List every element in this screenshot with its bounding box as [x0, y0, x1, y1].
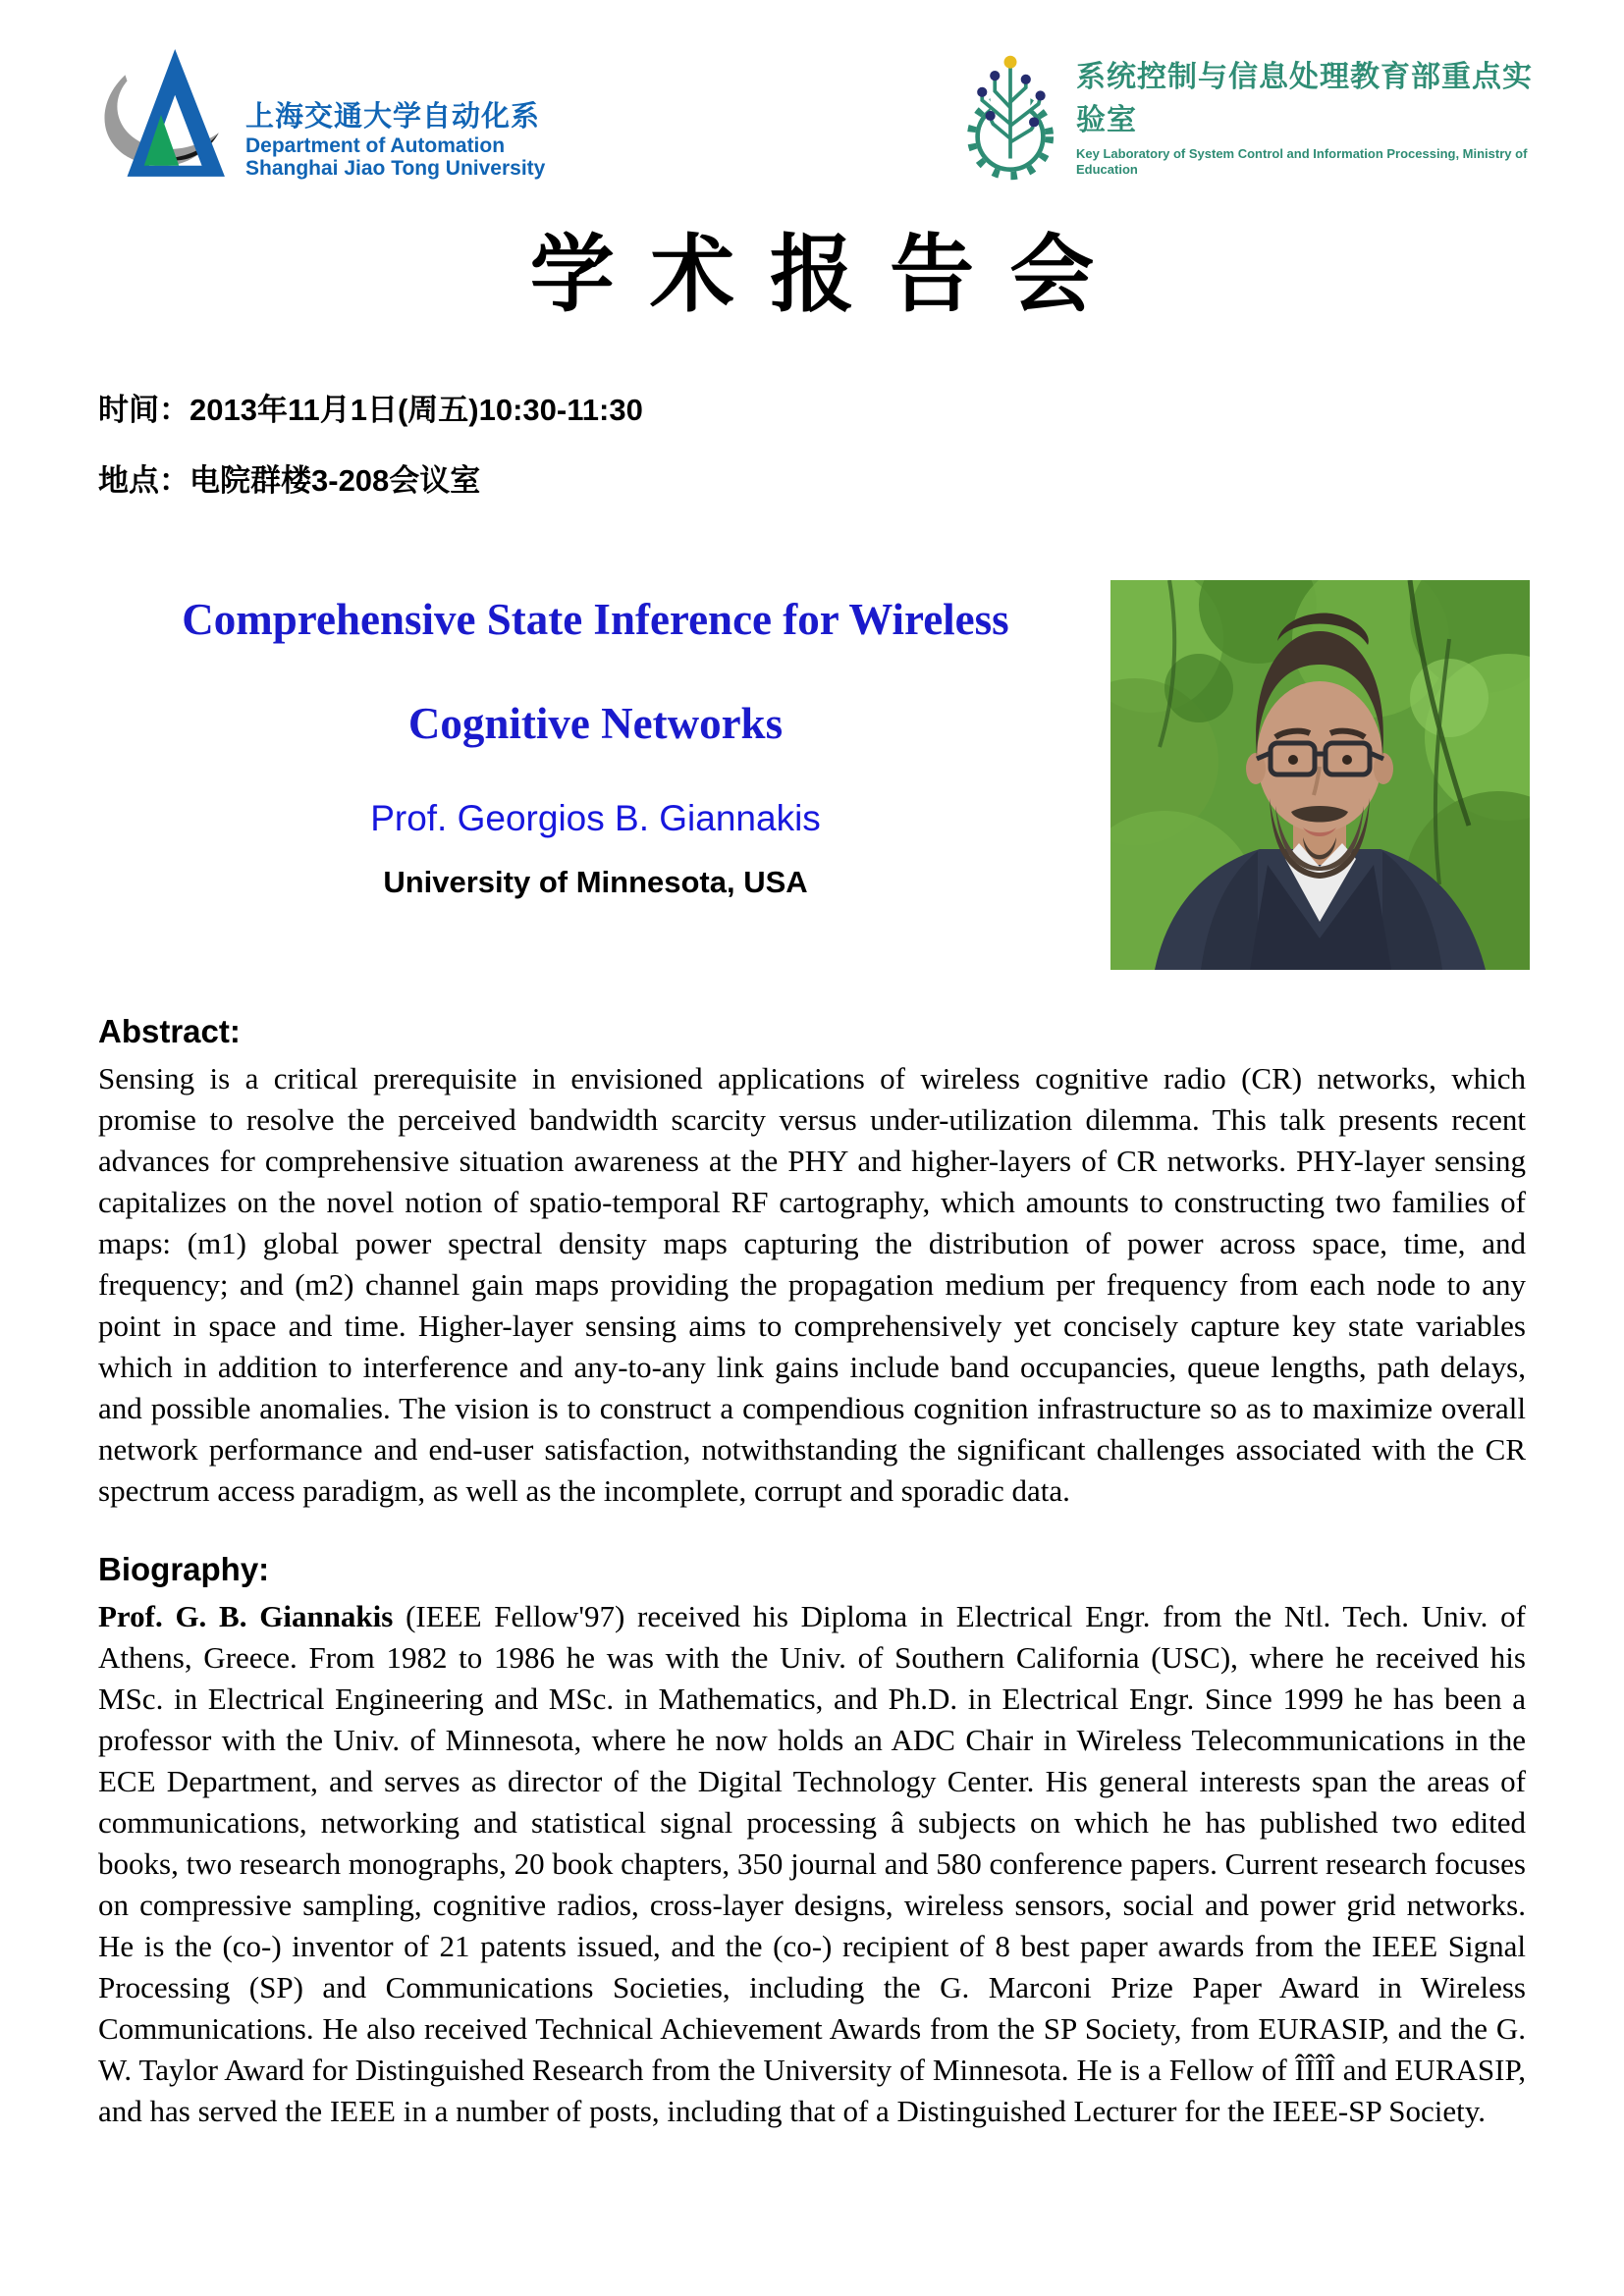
biography-text — [98, 1596, 1526, 2132]
key-lab-logo — [960, 47, 1538, 183]
talk-header — [98, 580, 1530, 970]
banner-title: 学术报告会 — [529, 225, 1130, 324]
speaker-name: Prof. Georgios B. Giannakis — [370, 798, 821, 838]
speaker-affiliation: University of Minnesota, USA — [383, 865, 808, 899]
sjtu-automation-logo — [90, 45, 545, 185]
key-lab-title-cn: 系统控制与信息处理教育部重点实验室 — [1076, 61, 1533, 137]
biography-rest: (IEEE Fellow'97) received his Diploma in Electrical Engr. from the Ntl. Tech. Univ. of Athens, Greece. From 1982 to 1986 he was with the Univ. of Southern California (USC), where he received his MSc. in Electrical Engineering and MSc. in Mathematics, and Ph.D. in Electrical Engr. Since 1999 he has been a professor with the Univ. of Minnesota, where he now holds an ADC Chair in Wireless Telecommunications in the ECE Department, and serves as director of the Digital Technology Center. His general interests span the areas of communications, networking and statistical signal processing â subjects on which he has published two edited books, two research monographs, 20 book chapters, 350 journal and 580 conference papers. Current research focuses on compressive sampling, cognitive radios, cross-layer designs, wireless sensors, social and power grid networks. He is the (co-) inventor of 21 patents issued, and the (co-) recipient of 8 best paper awards from the IEEE Signal Processing (SP) and Communications Societies, including the G. Marconi Prize Paper Award in Wireless Communications. He also received Technical Achievement Awards from the SP Society, from EURASIP, and the G. W. Taylor Award for Distinguished Research from the University of Minnesota. He is a Fellow of ÎÎÎÎ and EURASIP, and has served the IEEE in a number of posts, including that of a Distinguished Lecturer for the IEEE-SP Society. — [98, 1599, 1526, 2128]
biography-heading: Biography: — [98, 1551, 270, 1587]
key-lab-logo-text — [1076, 52, 1538, 177]
event-info — [98, 385, 1526, 500]
event-time-value: 2013年11月1日(周五)10:30-11:30 — [189, 393, 643, 427]
abstract-section — [98, 1013, 1526, 1512]
biography-lead: Prof. G. B. Giannakis — [98, 1599, 394, 1633]
abstract-text: Sensing is a critical prerequisite in envisioned applications of wireless cognitive radio (CR) networks, which promise to resolve the perceived bandwidth scarcity versus under-utilization dilemma. This talk presents recent advances for comprehensive situation awareness at the PHY and higher-layers of CR networks. PHY-layer sensing capitalizes on the novel notion of spatio-temporal RF cartography, which amounts to constructing two families of maps: (m1) global power spectral density maps capturing the distribution of power across space, time, and frequency; and (m2) channel gain maps providing the propagation medium per frequency from each node to any point in space and time. Higher-layer sensing aims to comprehensively yet concisely capture key state variables which in addition to interference and any-to-any link gains include band occupancies, queue lengths, path delays, and possible anomalies. The vision is to construct a compendious cognition infrastructure so as to maximize overall network performance and end-user satisfaction, notwithstanding the significant challenges associated with the CR spectrum access paradigm, as well as the incomplete, corrupt and sporadic data. — [98, 1061, 1526, 1508]
talk-title-line1: Comprehensive State Inference for Wireless — [182, 595, 1009, 644]
talk-title-line2: Cognitive Networks — [407, 699, 784, 748]
header — [0, 0, 1624, 185]
sjtu-automation-title-cn: 上海交通大学自动化系 — [245, 100, 541, 133]
speaker-photo — [1110, 580, 1530, 970]
event-location-value: 电院群楼3-208会议室 — [189, 463, 481, 498]
event-time-row — [98, 385, 1526, 429]
event-location-row — [98, 455, 1526, 500]
sjtu-automation-title-en1: Department of Automation — [245, 133, 506, 157]
sjtu-automation-logo-icon — [90, 45, 232, 185]
sjtu-automation-title-en2: Shanghai Jiao Tong University — [245, 157, 546, 181]
event-location-label: 地点： — [98, 463, 189, 498]
gear-circuit-tree-icon — [960, 47, 1060, 183]
abstract-heading: Abstract: — [98, 1013, 241, 1049]
key-lab-title-en: Key Laboratory of System Control and Information Processing, Ministry of Education — [1076, 146, 1528, 177]
event-time-label: 时间： — [98, 393, 189, 427]
talk-title-block — [98, 580, 1110, 900]
sjtu-automation-logo-text — [245, 94, 545, 185]
biography-section — [98, 1551, 1526, 2132]
